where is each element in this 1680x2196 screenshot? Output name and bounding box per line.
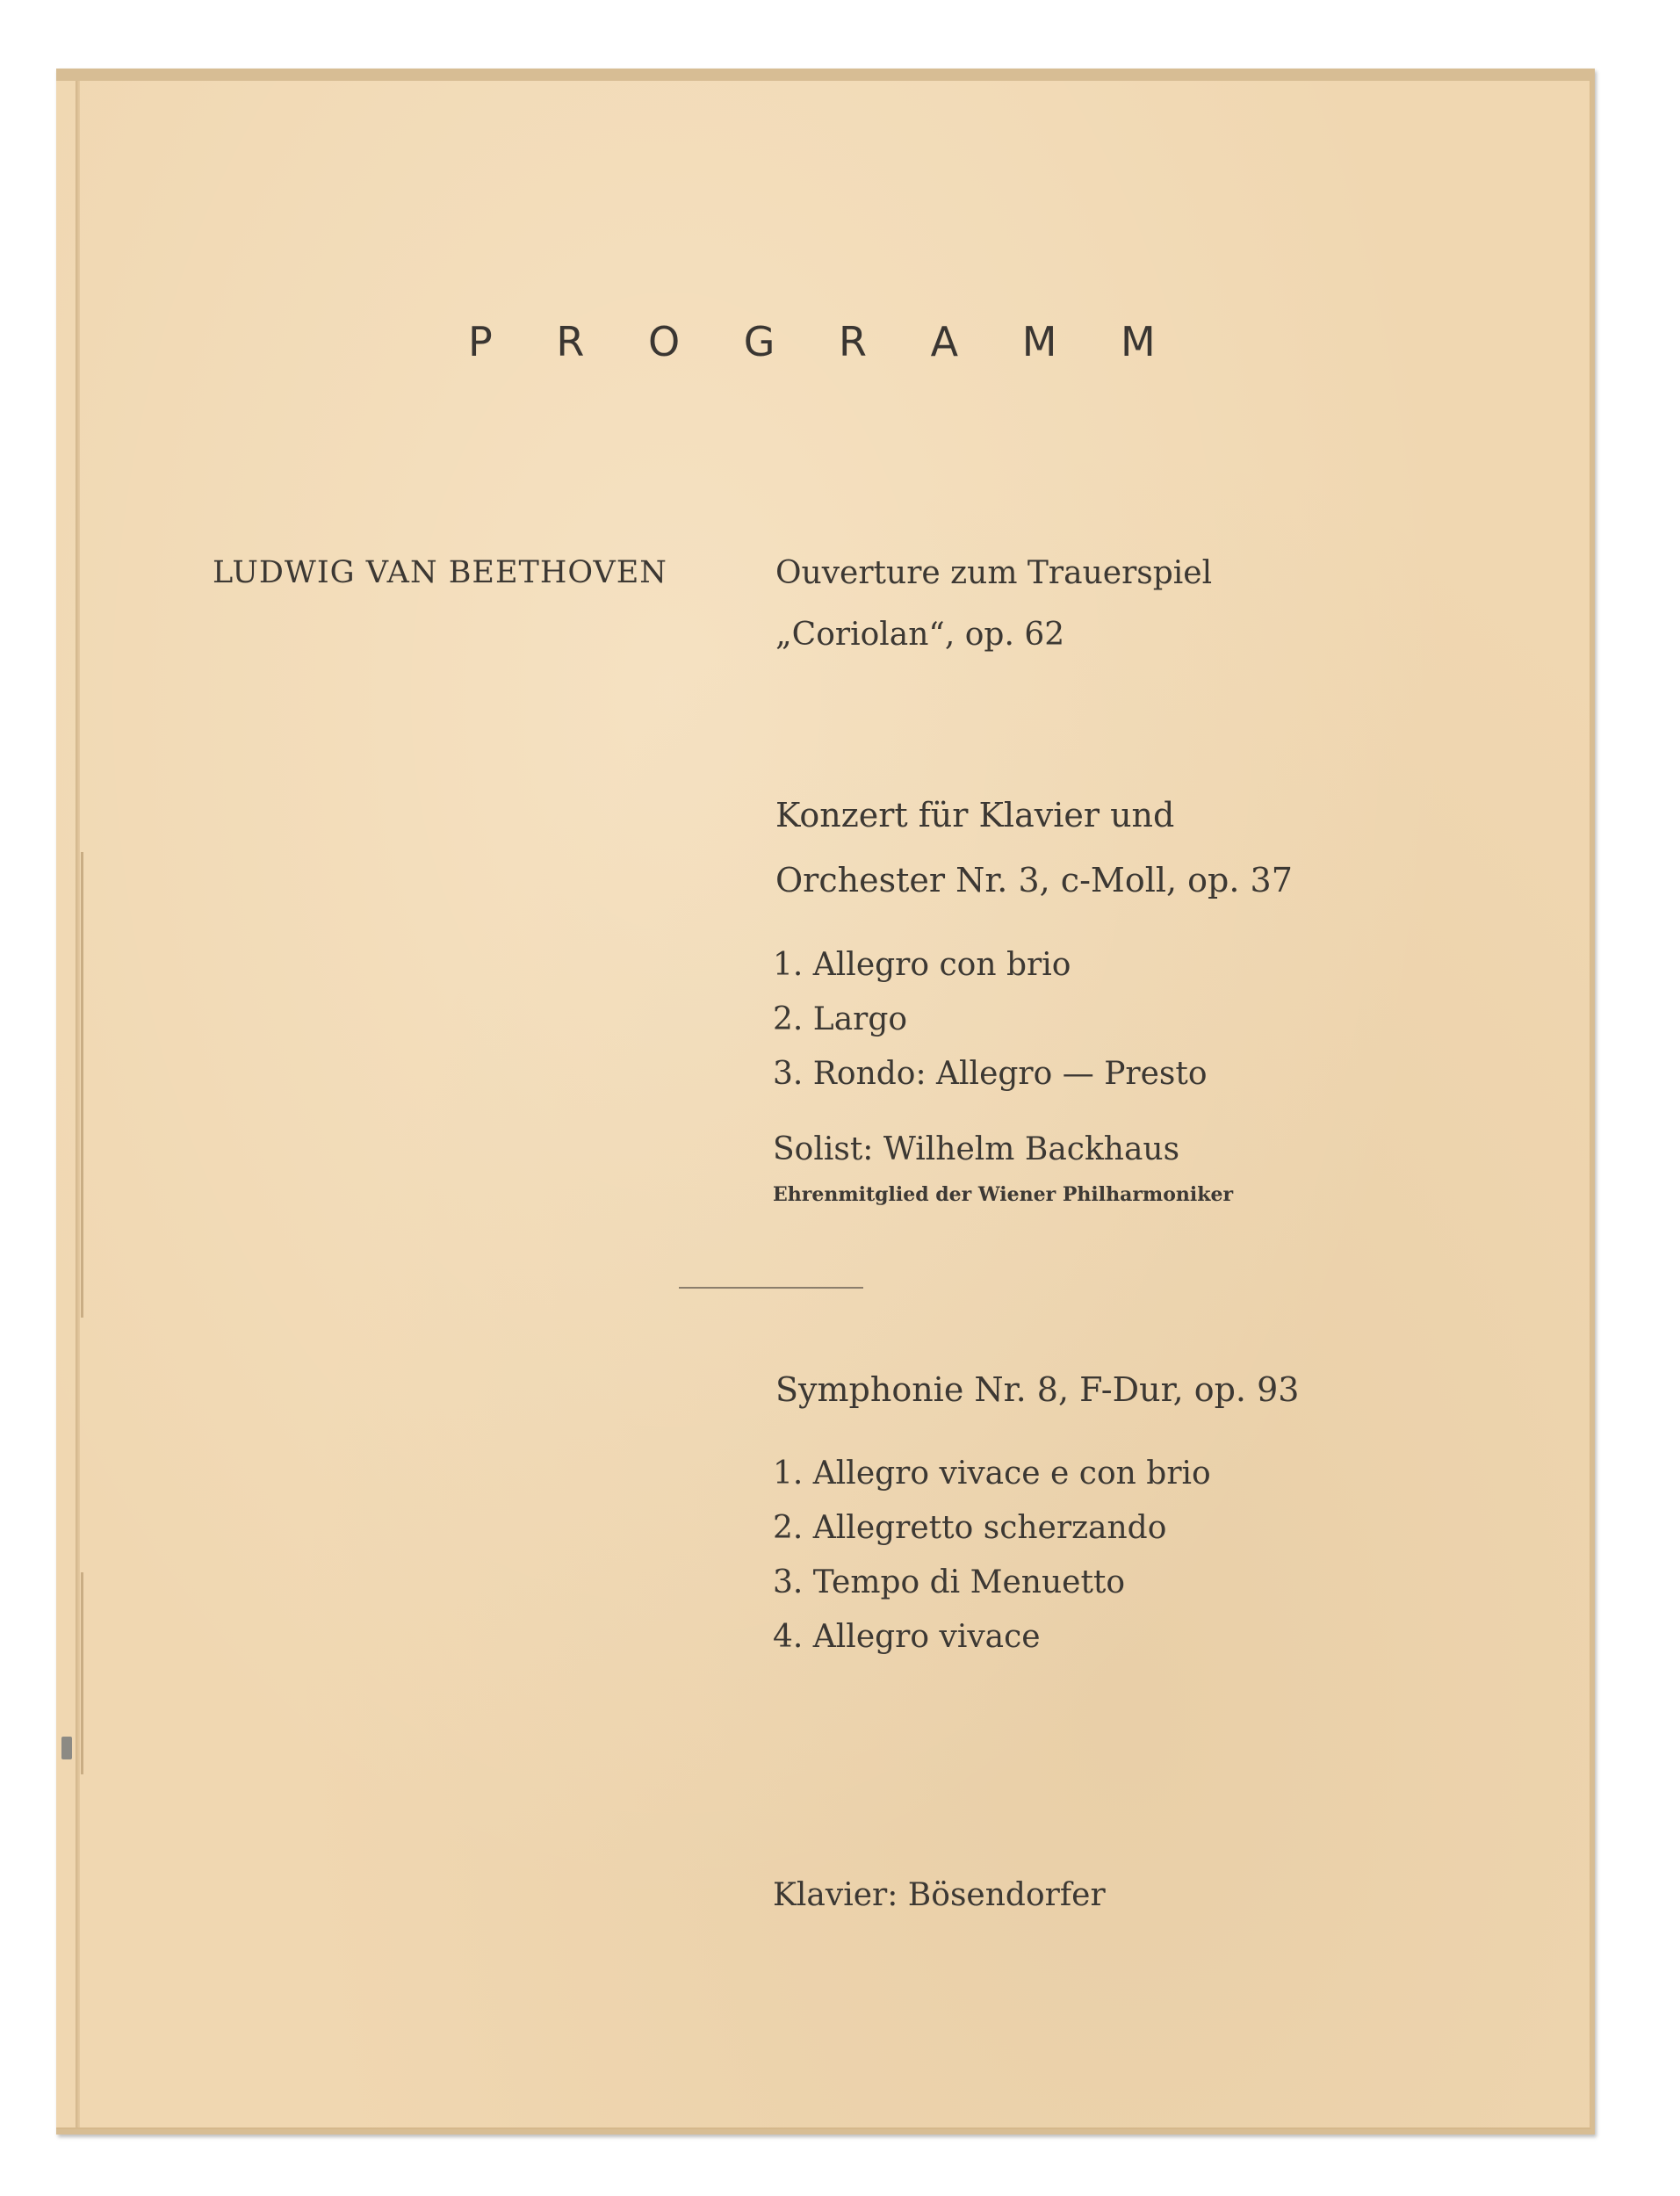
spine-stitch [81,852,83,1037]
composer-name: LUDWIG VAN BEETHOVEN [213,555,667,590]
symphony-movement-2: 2. Allegretto scherzando [773,1510,1167,1546]
soloist-name: Solist: Wilhelm Backhaus [773,1131,1180,1167]
spine-stitch [81,1572,83,1774]
overture-title-line2: „Coriolan“, op. 62 [775,617,1065,653]
concerto-title-line1: Konzert für Klavier und [775,796,1175,834]
concerto-movement-2: 2. Largo [773,1001,908,1037]
symphony-title: Symphonie Nr. 8, F-Dur, op. 93 [775,1370,1300,1409]
overture-title-line1: Ouverture zum Trauerspiel [775,555,1213,591]
soloist-note: Ehrenmitglied der Wiener Philharmoniker [773,1183,1234,1206]
staple [61,1737,72,1759]
concerto-title-line2: Orchester Nr. 3, c-Moll, op. 37 [775,861,1293,899]
section-divider [679,1287,863,1289]
symphony-movement-4: 4. Allegro vivace [773,1619,1041,1655]
program-title: P R O G R A M M [468,318,1181,365]
concerto-movement-3: 3. Rondo: Allegro — Presto [773,1056,1208,1092]
concerto-movement-1: 1. Allegro con brio [773,947,1071,983]
spine-stitch [81,1028,83,1318]
booklet-spine [76,81,80,2127]
piano-note: Klavier: Bösendorfer [773,1877,1106,1913]
program-page [56,81,1591,2129]
symphony-movement-3: 3. Tempo di Menuetto [773,1564,1126,1600]
symphony-movement-1: 1. Allegro vivace e con brio [773,1456,1211,1492]
